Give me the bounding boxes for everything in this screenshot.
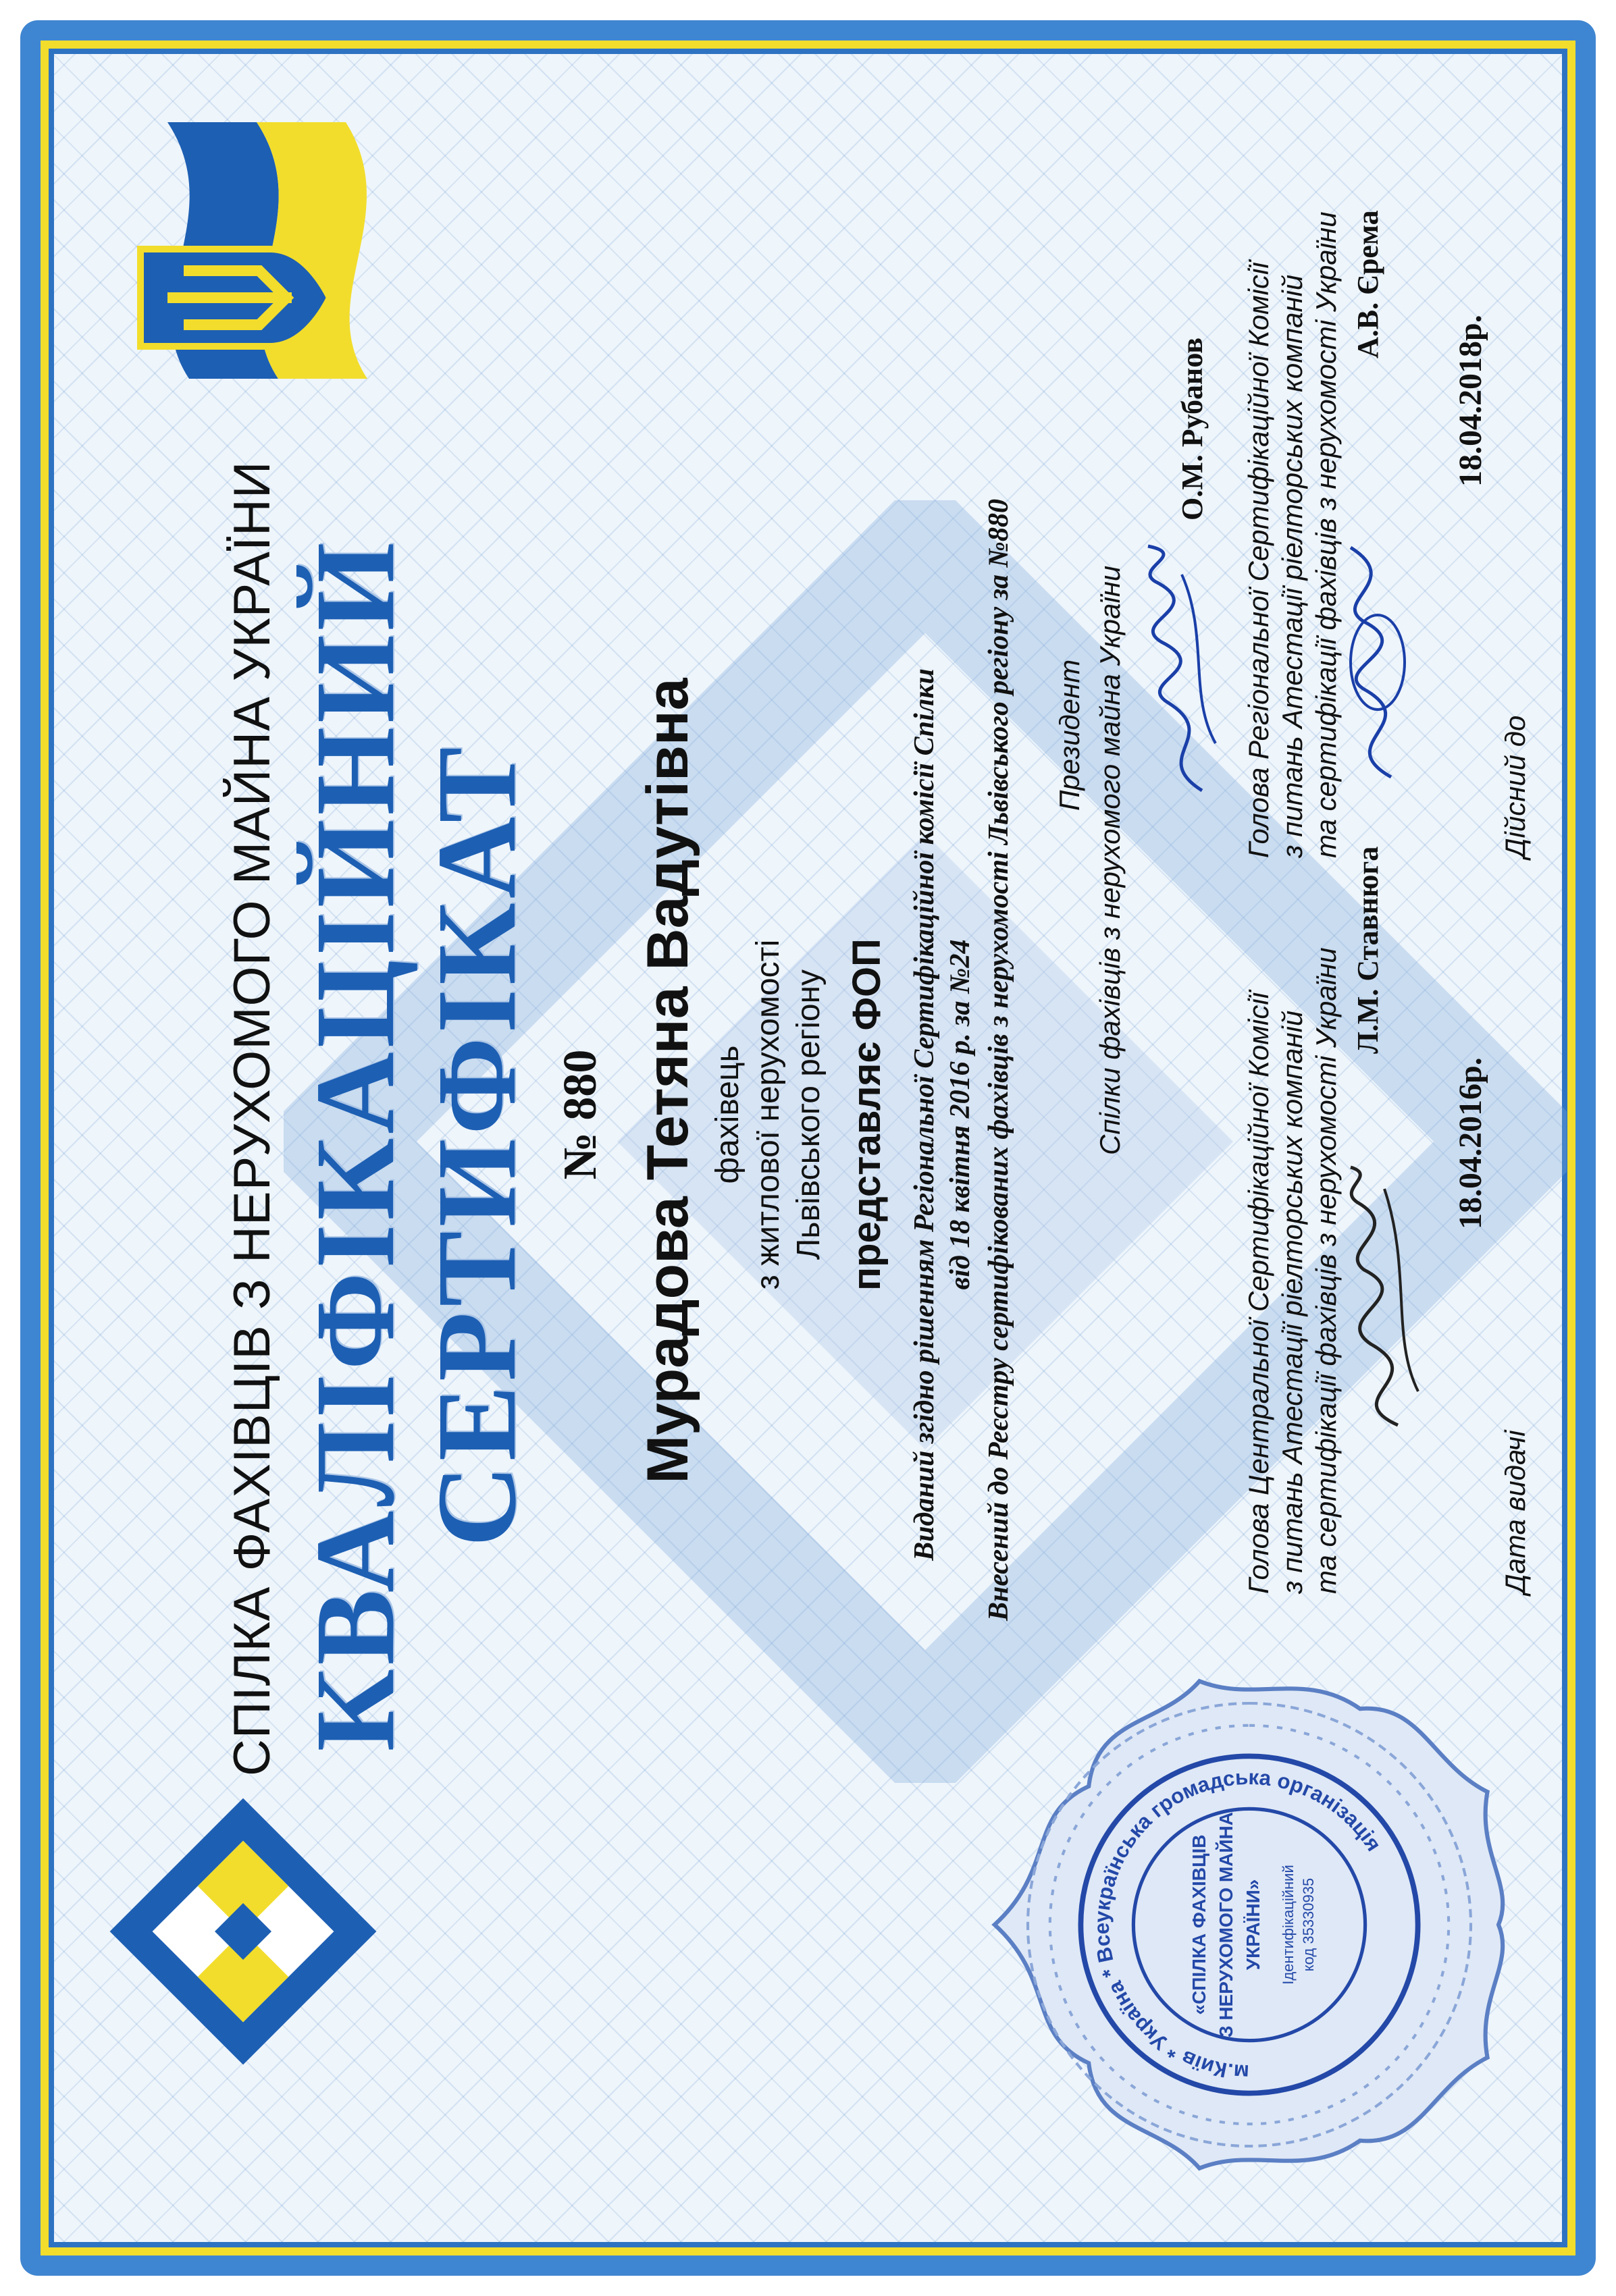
certificate-title-line-2: СЕРТИФІКАТ xyxy=(414,743,540,1547)
holder-specialization: з житлової нерухомості xyxy=(750,939,786,1290)
stamp-center-line-1: «СПІЛКА ФАХІВЦІВ xyxy=(1189,1834,1209,2015)
president-signature xyxy=(1107,541,1236,797)
issue-date: 18.04.2016р. xyxy=(1453,1057,1488,1229)
president-name: О.М. Рубанов xyxy=(1176,337,1209,520)
valid-until-label: Дійсний до xyxy=(1499,715,1531,858)
registry-entry: Внесений до Реєстру сертифікованих фахівців з нерухомості Львівського регіону за №880 xyxy=(983,499,1014,1621)
president-title-1: Президент xyxy=(1053,659,1085,811)
regional-chair-title-2: з питань Атестації ріелторських компаній xyxy=(1276,274,1308,858)
valid-until-date: 18.04.2018р. xyxy=(1453,315,1488,487)
central-chair-signature xyxy=(1317,1162,1438,1432)
central-chair-name: Л.М. Ставнюга xyxy=(1351,846,1384,1054)
regional-chair-title-3: та сертифікації фахівців з нерухомості України xyxy=(1310,211,1342,858)
issued-date-protocol: від 18 квітня 2016 р. за №24 xyxy=(945,939,976,1290)
central-chair-title-3: та сертифікації фахівців з нерухомості України xyxy=(1310,947,1342,1594)
issued-basis: Виданий згідно рішенням Регіональної Сертифікаційної комісії Спілки xyxy=(909,668,940,1561)
stamp-id-label: Ідентифікаційний xyxy=(1280,1865,1297,1985)
regional-chair-name: А.В. Єрема xyxy=(1351,210,1384,358)
central-chair-title-2: з питань Атестації ріелторських компаній xyxy=(1276,1010,1308,1594)
stamp-ring-text: м.Київ * Україна * Всеукраїнська громадська організація xyxy=(1089,1765,1386,2085)
holder-name: Мурадова Тетяна Вадутівна xyxy=(635,678,700,1484)
president-title-2: Спілки фахівців з нерухомого майна України xyxy=(1094,565,1126,1155)
stamp-center-line-3: УКРАЇНИ» xyxy=(1243,1879,1263,1971)
ukraine-flag-emblem xyxy=(101,109,385,406)
issue-date-label: Дата видачі xyxy=(1499,1430,1531,1594)
holder-region: Львівського регіону xyxy=(791,969,827,1260)
central-chair-title-1: Голова Центральної Сертифікаційної Комісії xyxy=(1243,992,1274,1594)
regional-chair-signature xyxy=(1303,541,1438,784)
organization-logo xyxy=(101,1790,385,2073)
regional-chair-title-1: Голова Регіональної Сертифікаційної Комісії xyxy=(1243,262,1274,858)
stamp-center-line-2: З НЕРУХОМОГО МАЙНА xyxy=(1216,1812,1236,2037)
stamp-id-code: код 35330935 xyxy=(1300,1877,1317,1972)
organization-name: СПІЛКА ФАХІВЦІВ З НЕРУХОМОГО МАЙНА УКРАЇНИ xyxy=(224,460,281,1776)
holder-role: фахівець xyxy=(710,1045,746,1184)
represents-line: представляє ФОП xyxy=(845,938,889,1291)
certificate-title-line-1: КВАЛІФІКАЦІЙНИЙ xyxy=(292,538,418,1752)
certificate-number: № 880 xyxy=(554,1049,606,1180)
